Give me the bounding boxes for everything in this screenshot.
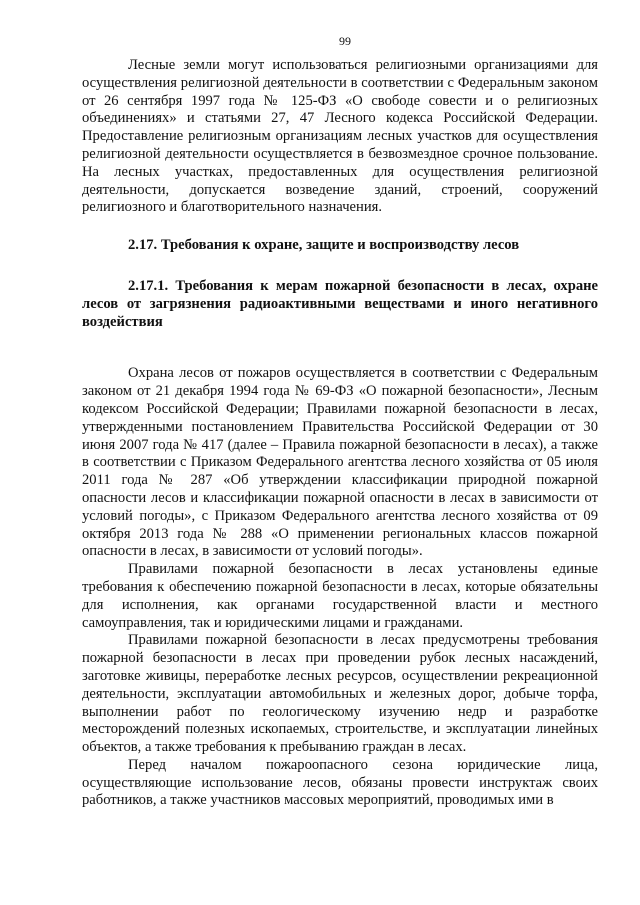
paragraph-fire-rules: Правилами пожарной безопасности в лесах установлены единые требования к обеспечению пожарной безопасности в лесах, которые обязательны для исполнения, как органами государственной власти и местного самоуправления, так и юридическими лицами и гражданами. xyxy=(82,561,598,631)
paragraph-fire-season: Перед началом пожароопасного сезона юридические лица, осуществляющие использование лесов, обязаны провести инструктаж своих работников, а также участников массовых мероприятий, проводимых ими в xyxy=(82,756,598,809)
paragraph-fire-requirements: Правилами пожарной безопасности в лесах предусмотрены требования пожарной безопасности в лесах при проведении рубок лесных насаждений, заготовке живицы, переработке лесных ресурсов, осуществлении рекреационной деятельности, эксплуатации автомобильных и железных дорог, добыче торфа, выполнении работ по геологическому изучению недр и разработке месторождений полезных ископаемых, строительстве, и эксплуатации линейных объектов, а также требования к пребыванию граждан в лесах. xyxy=(82,632,598,756)
subsection-heading: 2.17.1. Требования к мерам пожарной безопасности в лесах, охране лесов от загрязнения радиоактивными веществами и иного негативного воздействия xyxy=(82,277,598,330)
paragraph-fire-protection: Охрана лесов от пожаров осуществляется в соответствии с Федеральным законом от 21 декабря 1994 года № 69-ФЗ «О пожарной безопасности», Лесным кодексом Российской Федерации; Правилами пожарной безопасности в лесах, утвержденными постановлением Правительства Российской Федерации от 30 июня 2007 года № 417 (далее – Правила пожарной безопасности в лесах), а также в соответствии с Приказом Федерального агентства лесного хозяйства от 05 июля 2011 года № 287 «Об утверждении классификации природной пожарной опасности лесов и классификации пожарной опасности в лесах в зависимости от условий погоды», с Приказом Федерального агентства лесного хозяйства от 09 октября 2013 года № 288 «О применении региональных классов пожарной опасности в лесах, в зависимости от условий погоды». xyxy=(82,365,598,560)
section-heading: 2.17. Требования к охране, защите и воспроизводству лесов xyxy=(128,237,520,254)
page-number: 99 xyxy=(339,34,351,48)
paragraph-religious-use: Лесные земли могут использоваться религиозными организациями для осуществления религиозной деятельности в соответствии с Федеральным законом от 26 сентября 1997 года № 125-ФЗ «О свободе совести и о религиозных объединениях» и статьями 27, 47 Лесного кодекса Российской Федерации. Предоставление религиозным организациям лесных участков для осуществления религиозной деятельности осуществляется в безвозмездное срочное пользование. На лесных участках, предоставленных для осуществления религиозной деятельности, допускается возведение зданий, строений, сооружений религиозного и благотворительного назначения. xyxy=(82,57,598,216)
